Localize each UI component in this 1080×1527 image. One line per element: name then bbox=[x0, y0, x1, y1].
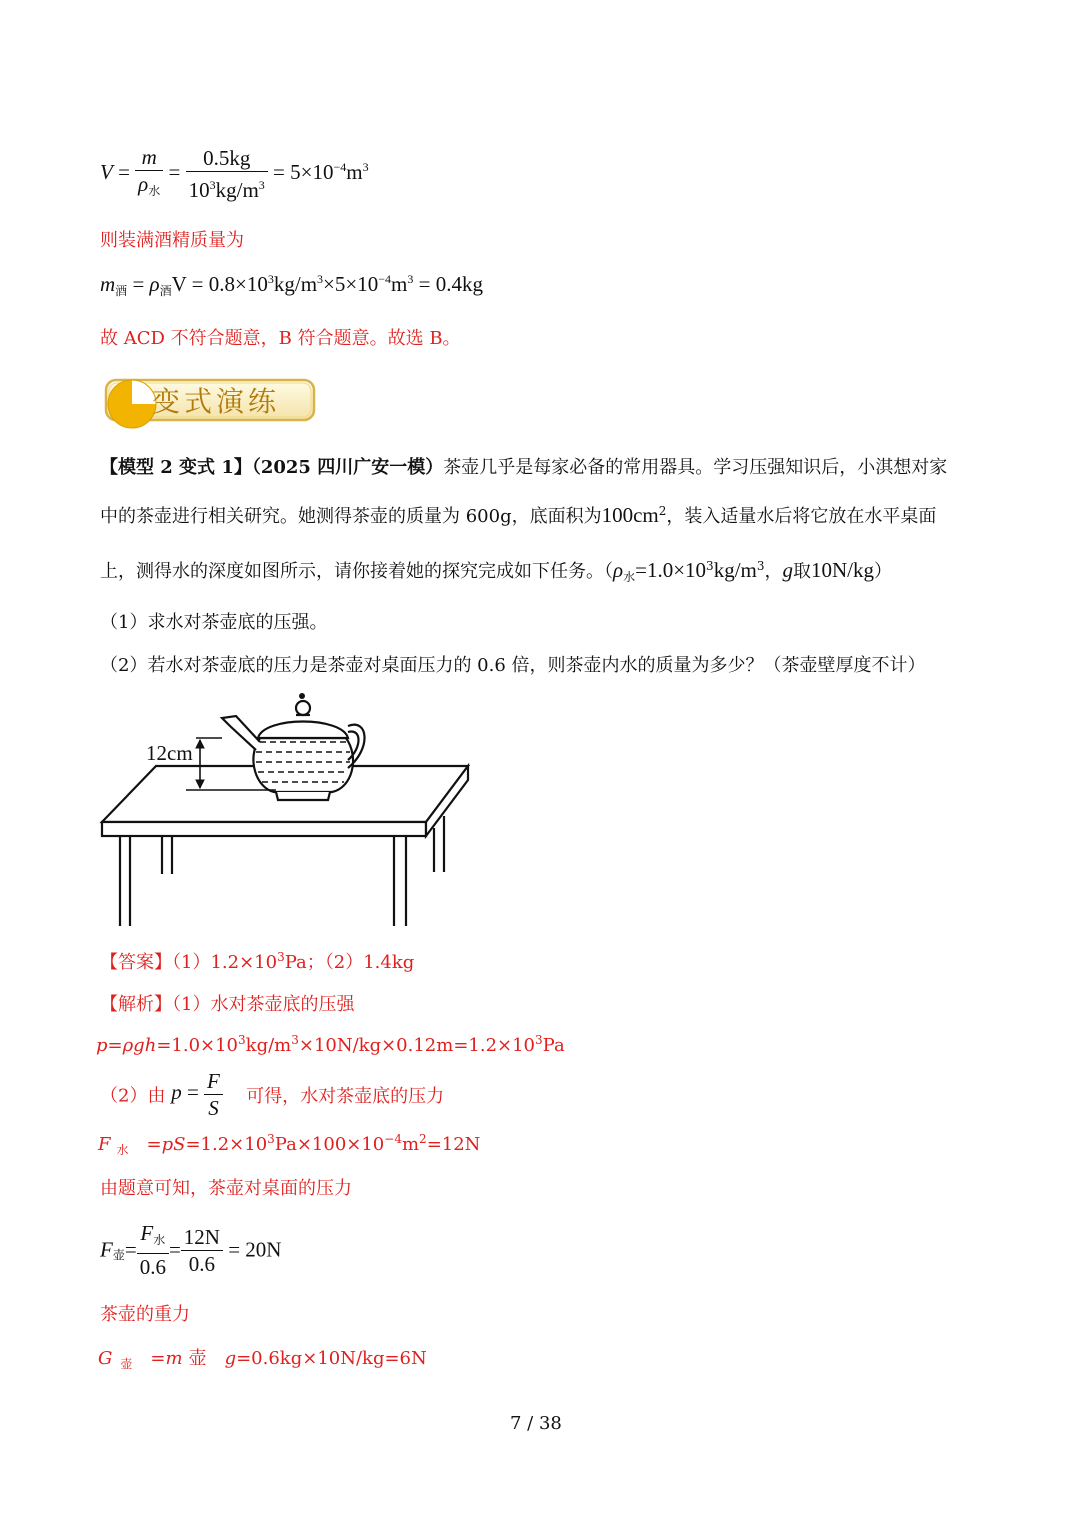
formula-result: = 0.4kg bbox=[418, 272, 483, 296]
result-sup: −4 bbox=[333, 159, 347, 174]
formula-result: = 20N bbox=[228, 1237, 282, 1262]
g-value: 10N/kg bbox=[811, 558, 874, 582]
var-g-sub: 壶 bbox=[120, 1357, 133, 1371]
var-g: g bbox=[782, 558, 793, 582]
equals-sign: = bbox=[168, 159, 186, 184]
teapot-table-drawing bbox=[96, 688, 476, 928]
problem-text: ，装入适量水后将它放在水平桌面 bbox=[666, 506, 937, 527]
frac-numerator: 0.5kg bbox=[186, 145, 268, 172]
banner-title: 变式演练 bbox=[152, 385, 281, 418]
problem-line-3 bbox=[100, 557, 892, 585]
equals-sign: = bbox=[118, 159, 136, 184]
equals-sign: = bbox=[168, 1237, 181, 1262]
frac-numerator: F bbox=[204, 1068, 223, 1095]
formula-part: V = 0.8×10 bbox=[171, 272, 268, 296]
formula-part: ×10N/kg×0.12m=1.2×10 bbox=[298, 1035, 536, 1056]
rho-subscript: 水 bbox=[148, 184, 161, 198]
problem-text: 茶壶几乎是每家必备的常用器具。学习压强知识后，小淇想对家 bbox=[443, 457, 948, 478]
answer-text: Pa；（2）1.4kg bbox=[284, 952, 415, 973]
conclusion-text: 故 ACD 不符合题意，B 符合题意。故选 B。 bbox=[100, 328, 461, 349]
formula-part: kg/m bbox=[245, 1035, 292, 1056]
equals-sign: = bbox=[132, 272, 150, 296]
formula-sup: 3 bbox=[267, 272, 274, 286]
var-f: F bbox=[98, 1134, 111, 1155]
formula-sup: 3 bbox=[407, 272, 414, 286]
var-f: F bbox=[140, 1221, 154, 1245]
den-sup: 3 bbox=[209, 178, 216, 192]
fraction-mass-over-density bbox=[186, 145, 268, 203]
formula-part: =m bbox=[150, 1348, 183, 1369]
frac-denominator: 0.6 bbox=[188, 1251, 215, 1276]
frac-denominator bbox=[186, 172, 268, 203]
answer-line bbox=[100, 948, 414, 974]
gravity-formula bbox=[98, 1344, 427, 1372]
den-unit-sup: 3 bbox=[258, 178, 265, 192]
fraction-f-over-s bbox=[204, 1068, 223, 1121]
formula-sup: 3 bbox=[238, 1033, 246, 1047]
p-equals-f-over-s: p = $\frac{F}{S}$ bbox=[171, 1080, 228, 1104]
formula-part: =12N bbox=[426, 1134, 481, 1155]
analysis-step-2 bbox=[100, 1068, 444, 1121]
formula-part: 壶 bbox=[188, 1348, 207, 1369]
rho-symbol: ρ bbox=[138, 172, 149, 196]
force-teapot-formula bbox=[100, 1220, 281, 1280]
formula-sup: 3 bbox=[535, 1033, 543, 1047]
rho-sub: 水 bbox=[623, 570, 636, 584]
var-m: m bbox=[100, 272, 116, 296]
formula-sup: 3 bbox=[291, 1033, 299, 1047]
problem-tag: 【模型 2 变式 1】 bbox=[100, 457, 252, 478]
problem-source: （2025 四川广安一模） bbox=[251, 457, 444, 478]
formula-sup: −4 bbox=[384, 1132, 402, 1146]
analysis-text: 可得，水对茶壶底的压力 bbox=[246, 1085, 445, 1107]
frac-denominator: 0.6 bbox=[139, 1255, 166, 1279]
formula-sup: 3 bbox=[267, 1132, 275, 1146]
analysis-text: （1）水对茶壶底的压强 bbox=[172, 994, 355, 1015]
pressure-formula bbox=[96, 1033, 565, 1056]
result-unit-sup: 3 bbox=[362, 159, 369, 174]
var-f-sub: 壶 bbox=[112, 1247, 125, 1262]
analysis-step-4-label: 茶壶的重力 bbox=[100, 1304, 190, 1325]
fraction-12n-over-06 bbox=[181, 1224, 223, 1277]
density-unit: kg/m bbox=[713, 558, 757, 582]
question-2: （2）若水对茶壶底的压力是茶壶对桌面压力的 0.6 倍，则茶壶内水的质量为多少？（茶壶壁厚度不计） bbox=[100, 655, 926, 676]
den-unit: kg/m bbox=[215, 178, 259, 202]
problem-line-1 bbox=[100, 453, 947, 479]
section-banner bbox=[100, 374, 320, 430]
answer-text: （1）1.2×10 bbox=[172, 952, 278, 973]
equals-sign: = bbox=[124, 1237, 137, 1262]
rho-sub: 酒 bbox=[159, 284, 172, 298]
problem-text: 取 bbox=[793, 561, 811, 582]
analysis-text: （2）由 bbox=[100, 1085, 166, 1107]
punct: ， bbox=[764, 561, 783, 582]
volume-formula bbox=[100, 144, 369, 204]
answer-tag: 【答案】 bbox=[100, 952, 172, 973]
force-water-formula bbox=[98, 1132, 480, 1158]
formula-part: =1.2×10 bbox=[185, 1134, 268, 1155]
analysis-tag: 【解析】 bbox=[100, 994, 172, 1015]
fraction-m-over-rho bbox=[135, 144, 163, 204]
problem-line-2 bbox=[100, 502, 936, 528]
var-p: p bbox=[171, 1080, 182, 1105]
var-m-sub: 酒 bbox=[115, 284, 128, 298]
formula-part: m bbox=[391, 272, 408, 296]
rho-symbol: ρ bbox=[613, 558, 624, 582]
formula-sup: −4 bbox=[378, 272, 392, 286]
depth-label: 12cm bbox=[146, 741, 193, 765]
result-value: = 5×10 bbox=[273, 159, 334, 184]
formula-part: =1.0×10 bbox=[156, 1035, 239, 1056]
alcohol-mass-formula bbox=[100, 272, 483, 299]
frac-numerator: 12N bbox=[181, 1224, 223, 1251]
formula-part: kg/m bbox=[273, 272, 318, 296]
frac-numerator: m bbox=[135, 144, 163, 171]
frac-denominator: S bbox=[208, 1096, 219, 1120]
formula-part: =pS bbox=[146, 1134, 186, 1155]
problem-text: 上，测得水的深度如图所示，请你接着她的探究完成如下任务。（ bbox=[100, 561, 613, 582]
formula-part: Pa×100×10 bbox=[274, 1134, 385, 1155]
question-1: （1）求水对茶壶底的压强。 bbox=[100, 612, 328, 633]
density-sup: 3 bbox=[706, 559, 714, 573]
analysis-line-1 bbox=[100, 990, 354, 1016]
var-f-sub: 水 bbox=[116, 1143, 129, 1157]
formula-part: m bbox=[401, 1134, 420, 1155]
area-sup: 2 bbox=[658, 504, 667, 518]
formula-sup: 3 bbox=[317, 272, 324, 286]
formula-part: Pa bbox=[542, 1035, 565, 1056]
var-f: F bbox=[100, 1237, 113, 1262]
problem-text: 中的茶壶进行相关研究。她测得茶壶的质量为 600g，底面积为 bbox=[100, 506, 602, 527]
teapot-figure bbox=[96, 688, 476, 928]
fraction-fwater-over-06 bbox=[137, 1220, 169, 1280]
analysis-step-3-label: 由题意可知，茶壶对桌面的压力 bbox=[100, 1178, 352, 1199]
punct: ） bbox=[874, 561, 892, 582]
answer-sup: 3 bbox=[277, 950, 285, 964]
den-base: 10 bbox=[188, 178, 210, 202]
area-value: 100cm bbox=[601, 503, 659, 527]
rho-symbol: ρ bbox=[149, 272, 160, 296]
formula-part: =0.6kg×10N/kg=6N bbox=[236, 1348, 427, 1369]
formula-part: ×5×10 bbox=[323, 272, 379, 296]
formula-sup: 2 bbox=[419, 1132, 427, 1146]
formula-part: p=ρgh bbox=[96, 1035, 157, 1056]
result-unit: m bbox=[346, 159, 363, 184]
formula-part: g bbox=[224, 1348, 237, 1369]
frac-denominator bbox=[135, 171, 163, 204]
formula-var-v: V bbox=[100, 159, 113, 184]
var-g: G bbox=[98, 1348, 113, 1369]
density-unit-sup: 3 bbox=[756, 559, 765, 573]
page-number: 7 / 38 bbox=[510, 1413, 562, 1434]
var-f-sub: 水 bbox=[153, 1233, 166, 1247]
frac-numerator bbox=[137, 1220, 169, 1254]
alcohol-mass-label: 则装满酒精质量为 bbox=[100, 230, 244, 251]
density-value: =1.0×10 bbox=[635, 558, 707, 582]
